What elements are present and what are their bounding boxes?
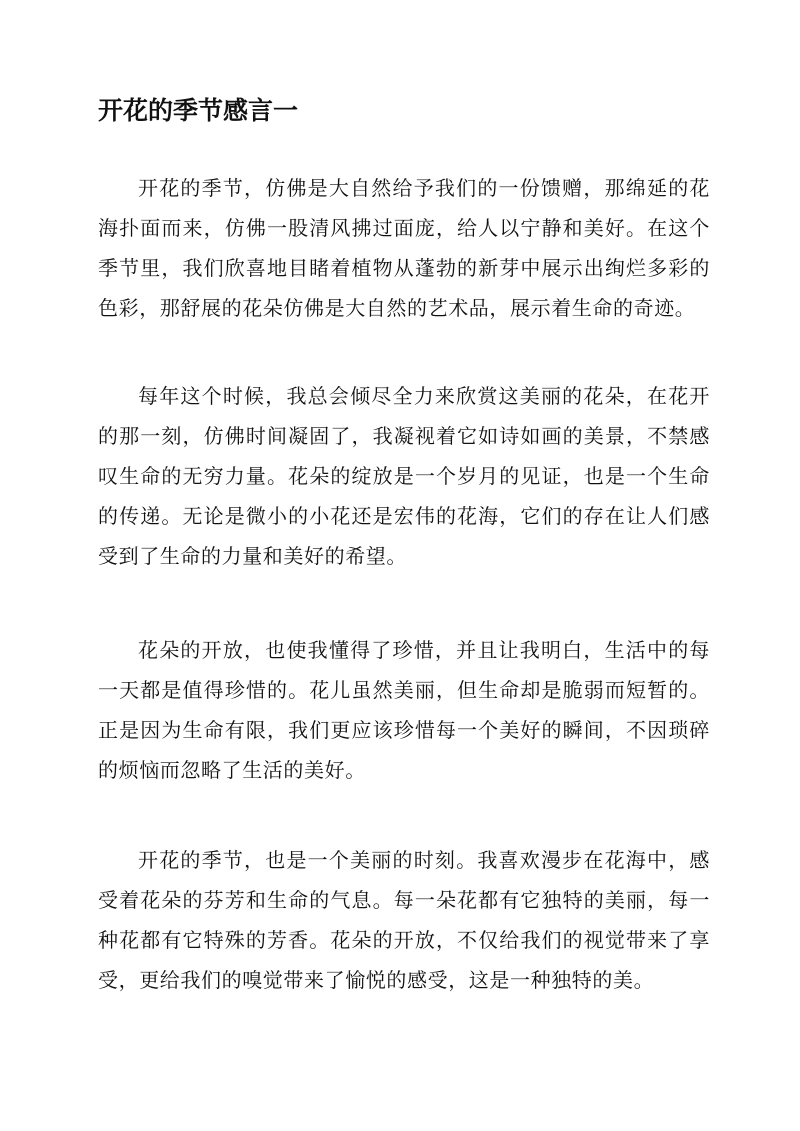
paragraph-4: 开花的季节，也是一个美丽的时刻。我喜欢漫步在花海中，感受着花朵的芬芳和生命的气息。每一朵花都有它独特的美丽，每一种花都有它特殊的芳香。花朵的开放，不仅给我们的视觉带来了享受，更给我们的嗅觉带来了愉悦的感受，这是一种独特的美。 [98,848,710,992]
paragraph-3: 花朵的开放，也使我懂得了珍惜，并且让我明白，生活中的每一天都是值得珍惜的。花儿虽然美丽，但生命却是脆弱而短暂的。正是因为生命有限，我们更应该珍惜每一个美好的瞬间，不因琐碎的烦恼而忽略了生活的美好。 [98,638,710,782]
document-title: 开花的季节感言一 [98,96,299,125]
paragraph-2: 每年这个时候，我总会倾尽全力来欣赏这美丽的花朵，在花开的那一刻，仿佛时间凝固了，我凝视着它如诗如画的美景，不禁感叹生命的无穷力量。花朵的绽放是一个岁月的见证，也是一个生命的传递。无论是微小的小花还是宏伟的花海，它们的存在让人们感受到了生命的力量和美好的希望。 [98,384,710,568]
paragraph-1: 开花的季节，仿佛是大自然给予我们的一份馈赠，那绵延的花海扑面而来，仿佛一股清风拂过面庞，给人以宁静和美好。在这个季节里，我们欣喜地目睹着植物从蓬勃的新芽中展示出绚烂多彩的色彩，那舒展的花朵仿佛是大自然的艺术品，展示着生命的奇迹。 [98,176,710,320]
